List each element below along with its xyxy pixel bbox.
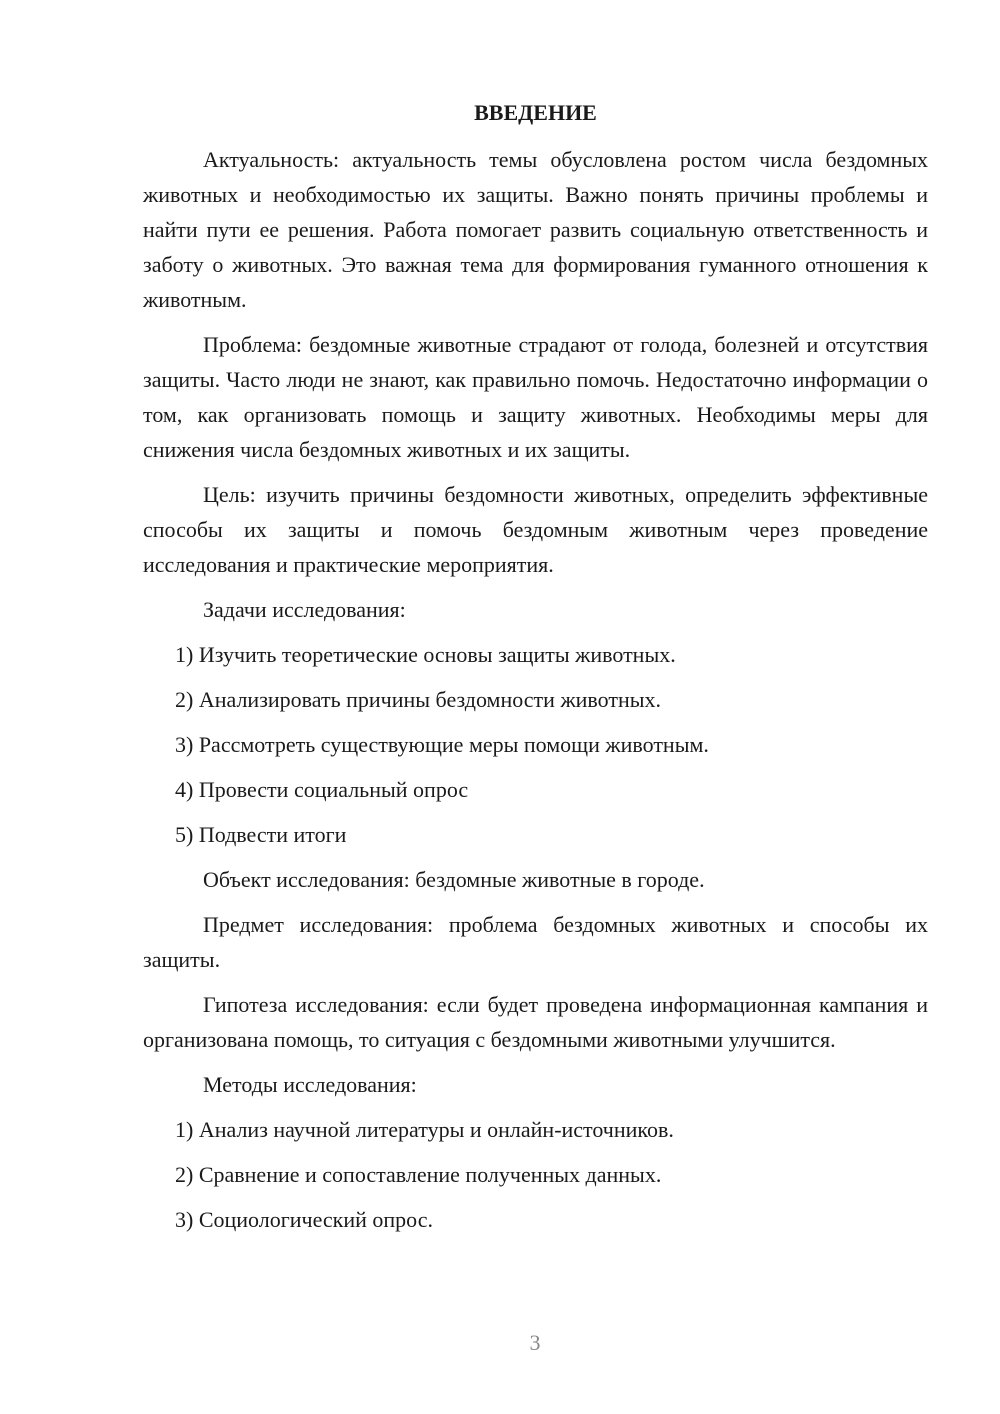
task-item: 1) Изучить теоретические основы защиты животных. — [175, 642, 676, 667]
paragraph-subject: Предмет исследования: проблема бездомных животных и способы их защиты. — [143, 912, 928, 972]
section-title: ВВЕДЕНИЕ — [474, 100, 597, 125]
paragraph-relevance: Актуальность: актуальность темы обусловлена ростом числа бездомных животных и необходимостью их защиты. Важно понять причины проблемы и найти пути ее решения. Работа помогает развить социальную ответственность и заботу о животных. Это важная тема для формирования гуманного отношения к животным. — [143, 147, 928, 312]
task-item: 5) Подвести итоги — [175, 822, 347, 847]
task-item: 2) Анализировать причины бездомности животных. — [175, 687, 662, 712]
page-number: 3 — [529, 1330, 541, 1355]
tasks-list — [143, 637, 928, 852]
paragraph-goal: Цель: изучить причины бездомности животных, определить эффективные способы их защиты и помочь бездомным животным через проведение исследования и практические мероприятия. — [143, 482, 928, 577]
paragraph-problem: Проблема: бездомные животные страдают от голода, болезней и отсутствия защиты. Часто люди не знают, как правильно помочь. Недостаточно информации о том, как организовать помощь и защиту животных. Необходимы меры для снижения числа бездомных животных и их защиты. — [143, 332, 928, 462]
paragraph-hypothesis: Гипотеза исследования: если будет проведена информационная кампания и организована помощь, то ситуация с бездомными животными улучшится. — [143, 992, 928, 1052]
methods-list — [143, 1112, 928, 1237]
method-item: 3) Социологический опрос. — [175, 1207, 433, 1232]
task-item: 3) Рассмотреть существующие меры помощи животным. — [175, 732, 709, 757]
method-item: 2) Сравнение и сопоставление полученных данных. — [175, 1162, 662, 1187]
methods-heading: Методы исследования: — [203, 1072, 417, 1097]
document-page — [143, 95, 928, 1247]
task-item: 4) Провести социальный опрос — [175, 777, 469, 802]
tasks-heading: Задачи исследования: — [203, 597, 406, 622]
method-item: 1) Анализ научной литературы и онлайн-источников. — [175, 1117, 674, 1142]
paragraph-object: Объект исследования: бездомные животные в городе. — [203, 867, 705, 892]
